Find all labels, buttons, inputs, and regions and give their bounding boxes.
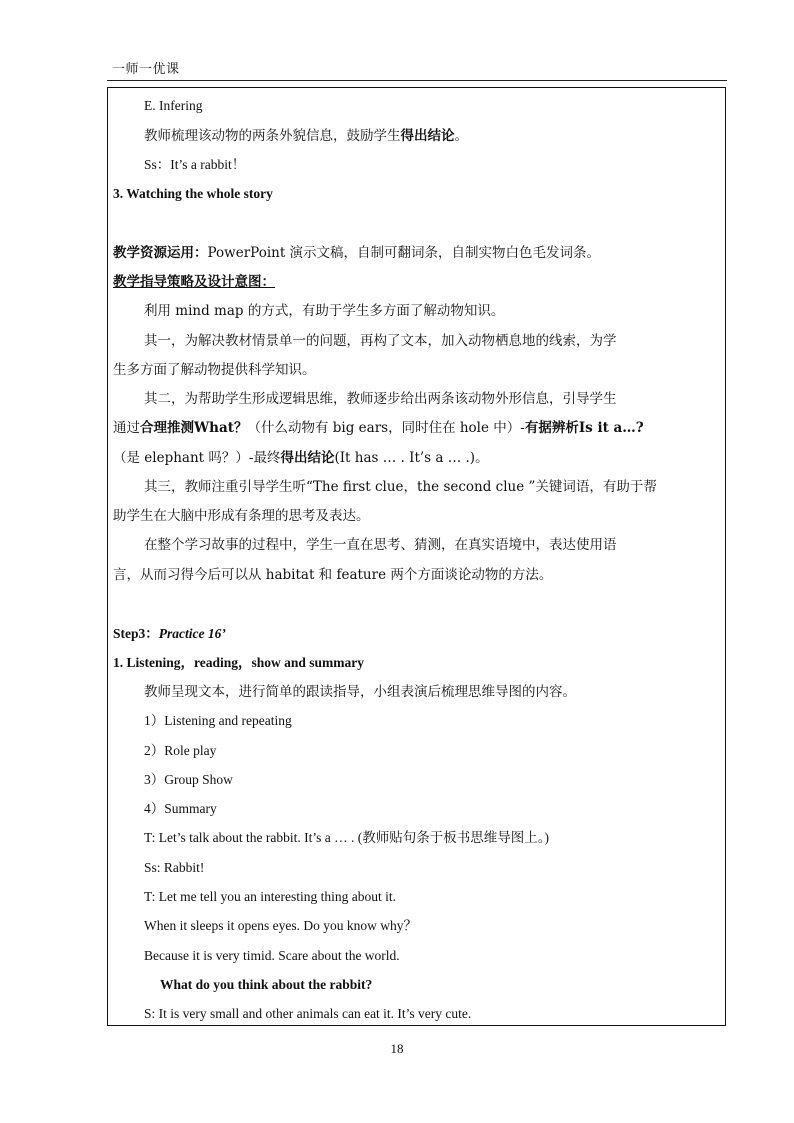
list-item: 4）Summary <box>144 801 217 816</box>
dialogue-line: Ss: Rabbit! <box>144 860 205 875</box>
text-normal: 通过 <box>113 420 140 436</box>
strategy-line-10: 言，从而习得今后可以从 habitat 和 feature 两个方面谈论动物的方法。 <box>113 567 553 583</box>
text-bold: 合理推测What？ <box>140 420 248 436</box>
text-normal: 教师梳理该动物的两条外貌信息，鼓励学生 <box>144 128 401 144</box>
text-normal: （是 elephant 吗？）-最终 <box>113 450 281 466</box>
step3-title: Practice 16’ <box>158 626 226 641</box>
page-number: 18 <box>390 1041 404 1056</box>
strategy-line-4: 其二，为帮助学生形成逻辑思维，教师逐步给出两条该动物外形信息，引导学生 <box>144 391 617 407</box>
list-item: 2）Role play <box>144 743 217 758</box>
section-listening-reading: 1. Listening，reading，show and summary <box>113 655 365 670</box>
step-e-infering: E. Infering <box>144 98 203 113</box>
header-divider <box>107 80 727 81</box>
strategy-line-1: 利用 mind map 的方式，有助于学生多方面了解动物知识。 <box>144 303 505 319</box>
dialogue-line: When it sleeps it opens eyes. Do you know why？ <box>144 918 417 933</box>
paragraph-infering-desc <box>144 127 468 145</box>
text-normal: (It has … . It’s a … .)。 <box>334 450 489 466</box>
strategy-line-8: 助学生在大脑中形成有条理的思考及表达。 <box>113 508 370 524</box>
strategy-line-2: 其一，为解决教材情景单一的问题，再构了文本，加入动物栖息地的线索，为学 <box>144 333 617 349</box>
strategy-line-5 <box>113 419 644 437</box>
student-answer-rabbit: Ss：It’s a rabbit！ <box>144 157 246 172</box>
listening-desc: 教师呈现文本，进行简单的跟读指导，小组表演后梳理思维导图的内容。 <box>144 684 576 700</box>
dialogue-line: T: Let’s talk about the rabbit. It’s a … . (教师贴句条于板书思维导图上。) <box>144 830 550 845</box>
step3-label: Step3： <box>113 626 159 641</box>
list-item: 1）Listening and repeating <box>144 713 292 728</box>
resources-text: PowerPoint 演示文稿，自制可翻词条，自制实物白色毛发词条。 <box>207 245 601 261</box>
strategy-line-7: 其三，教师注重引导学生听“The first clue，the second clue ”关键词语，有助于帮 <box>144 479 657 495</box>
dialogue-line: Because it is very timid. Scare about the world. <box>144 948 400 963</box>
text-normal: 。 <box>454 128 468 144</box>
strategy-line-6 <box>113 449 489 467</box>
content-table-cell <box>107 87 726 1026</box>
list-item: 3）Group Show <box>144 772 233 787</box>
section-watching-story: 3. Watching the whole story <box>113 186 273 201</box>
dialogue-question: What do you think about the rabbit? <box>160 977 373 992</box>
strategy-line-9: 在整个学习故事的过程中，学生一直在思考、猜测，在真实语境中，表达使用语 <box>144 537 617 553</box>
text-bold: 有据辨析Is it a…? <box>524 420 644 436</box>
strategy-line-3: 生多方面了解动物提供科学知识。 <box>113 362 316 378</box>
text-bold: 得出结论 <box>280 450 335 466</box>
dialogue-line: S: It is very small and other animals can eat it. It’s very cute. <box>144 1006 472 1021</box>
text-bold: 得出结论 <box>400 128 455 144</box>
header-title: 一师一优课 <box>112 62 180 77</box>
teaching-resources <box>113 244 600 262</box>
strategy-heading: 教学指导策略及设计意图： <box>113 274 275 290</box>
dialogue-line: T: Let me tell you an interesting thing about it. <box>144 889 397 904</box>
step3-heading <box>113 625 226 643</box>
text-normal: （什么动物有 big ears，同时住在 hole 中）- <box>247 420 525 436</box>
resources-label: 教学资源运用： <box>113 245 208 261</box>
